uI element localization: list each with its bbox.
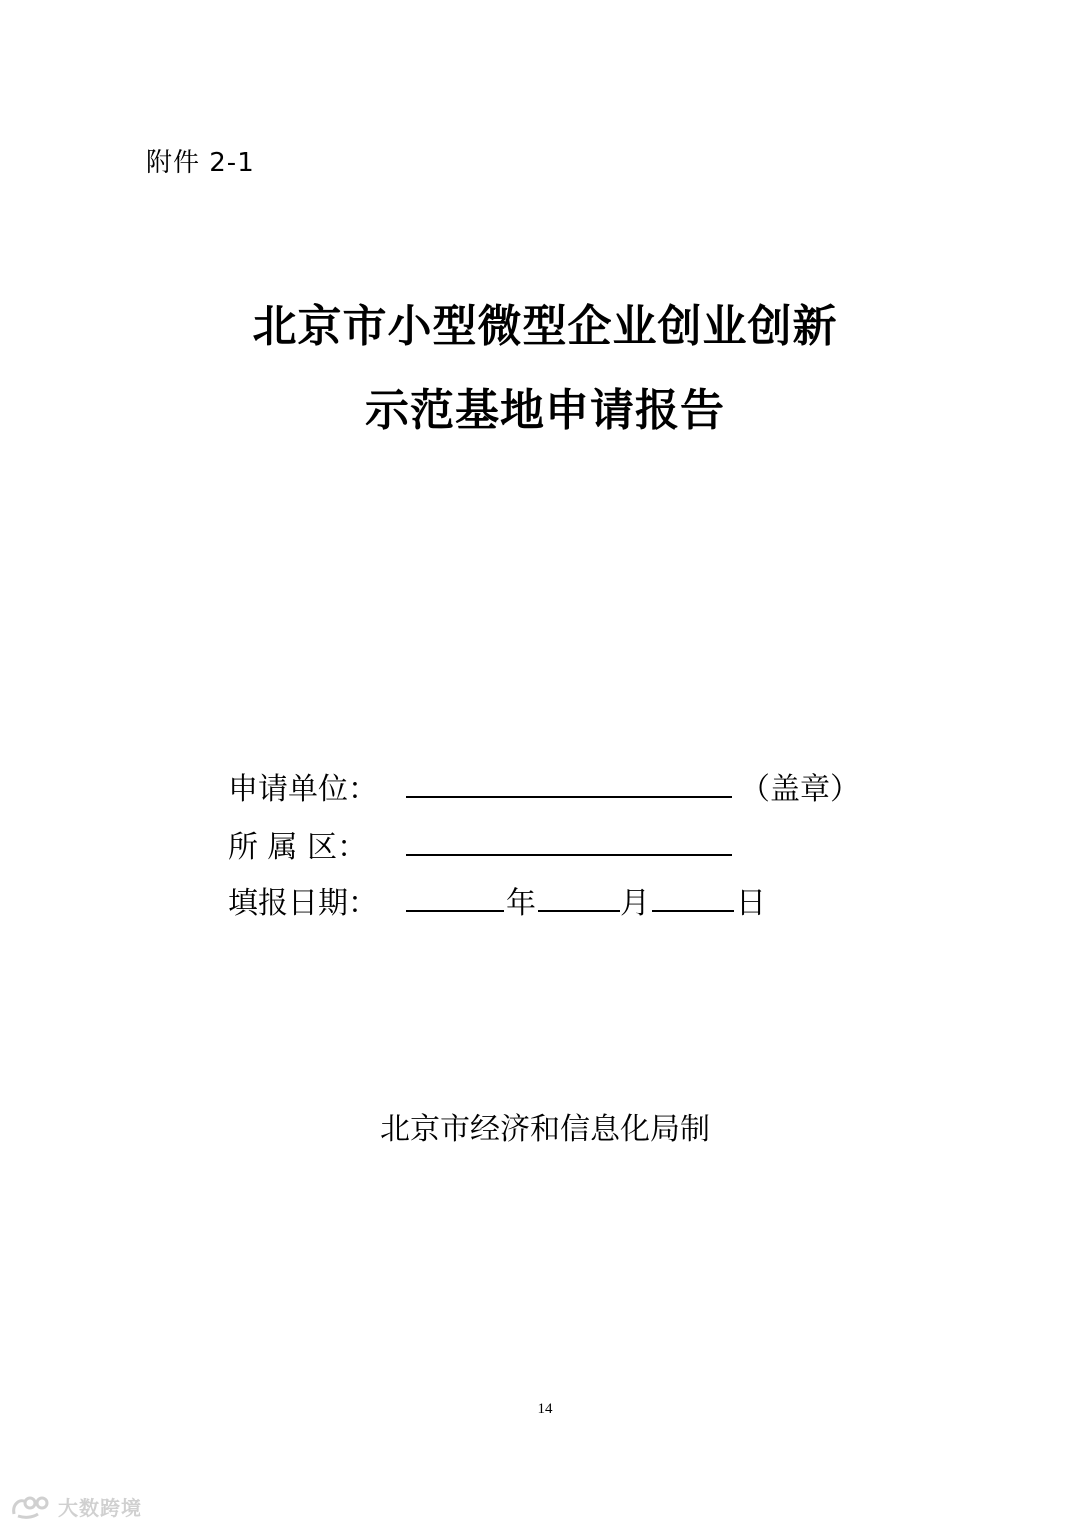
attachment-label: 附件 2-1 xyxy=(146,148,255,178)
applicant-label: 申请单位： xyxy=(228,772,378,807)
month-label: 月 xyxy=(620,886,650,921)
title-line-2: 示范基地申请报告 xyxy=(365,385,725,436)
seal-note: （盖章） xyxy=(740,772,860,807)
logo-icon xyxy=(10,1494,52,1520)
page-number: 14 xyxy=(537,1401,553,1417)
year-label: 年 xyxy=(506,886,536,921)
district-blank-line xyxy=(406,854,732,856)
date-label: 填报日期： xyxy=(228,886,378,921)
district-label: 所 属 区： xyxy=(228,830,368,865)
watermark xyxy=(10,1492,142,1521)
watermark-text: 大数跨境 xyxy=(58,1496,142,1520)
title-line-1: 北京市小型微型企业创业创新 xyxy=(252,301,838,352)
day-blank-line xyxy=(652,910,734,912)
applicant-blank-line xyxy=(406,796,732,798)
month-blank-line xyxy=(538,910,620,912)
year-blank-line xyxy=(406,910,504,912)
issuer-name: 北京市经济和信息化局制 xyxy=(380,1112,710,1147)
day-label: 日 xyxy=(736,886,766,921)
